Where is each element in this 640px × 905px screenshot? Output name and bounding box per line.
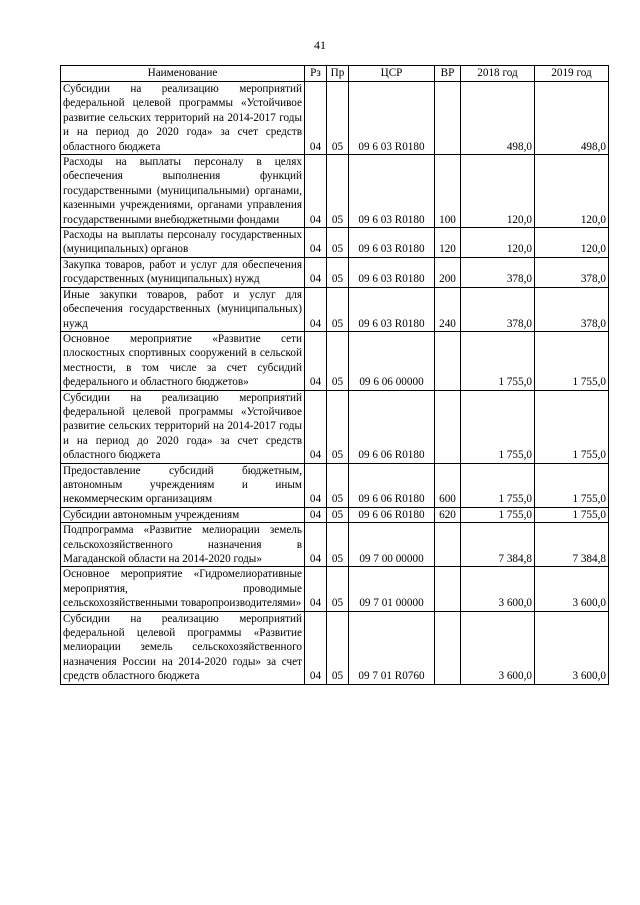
row-name: Расходы на выплаты персоналу в целях обеспечения выполнения функций государственными (муниципальными) органами, казенными учреждениями, органами управления государственными внебюджетными фондами	[61, 155, 305, 228]
row-2019: 1 755,0	[535, 507, 609, 522]
row-2018: 1 755,0	[461, 507, 535, 522]
row-rz: 04	[305, 463, 327, 507]
row-2018: 3 600,0	[461, 567, 535, 611]
row-2019: 1 755,0	[535, 463, 609, 507]
row-rz: 04	[305, 82, 327, 155]
row-csr: 09 6 03 R0180	[349, 257, 435, 287]
row-csr: 09 6 06 R0180	[349, 463, 435, 507]
row-2018: 7 384,8	[461, 523, 535, 567]
row-2018: 378,0	[461, 287, 535, 331]
row-csr: 09 6 03 R0180	[349, 287, 435, 331]
table-body	[61, 82, 609, 685]
budget-table	[60, 65, 609, 685]
row-name: Основное мероприятие «Развитие сети плоскостных спортивных сооружений в сельской местности, в том числе за счет субсидий федерального и областного бюджетов»	[61, 331, 305, 390]
header-2019: 2019 год	[535, 66, 609, 82]
row-name: Предоставление субсидий бюджетным, автономным учреждениям и иным некоммерческим организациям	[61, 463, 305, 507]
row-name: Субсидии на реализацию мероприятий федеральной целевой программы «Устойчивое развитие сельских территорий на 2014-2017 годы и на период до 2020 года» за счет средств областного бюджета	[61, 390, 305, 463]
header-rz: Рз	[305, 66, 327, 82]
row-vr	[435, 82, 461, 155]
row-csr: 09 6 06 R0180	[349, 507, 435, 522]
table-row	[61, 390, 609, 463]
row-pr: 05	[327, 523, 349, 567]
header-vr: ВР	[435, 66, 461, 82]
table-header-row	[61, 66, 609, 82]
row-vr: 600	[435, 463, 461, 507]
row-rz: 04	[305, 228, 327, 258]
row-2019: 120,0	[535, 155, 609, 228]
row-2019: 3 600,0	[535, 567, 609, 611]
row-2019: 120,0	[535, 228, 609, 258]
row-vr	[435, 331, 461, 390]
row-2019: 378,0	[535, 287, 609, 331]
row-vr	[435, 523, 461, 567]
page-number: 41	[314, 38, 326, 52]
row-csr: 09 7 01 00000	[349, 567, 435, 611]
row-pr: 05	[327, 82, 349, 155]
row-name: Основное мероприятие «Гидромелиоративные мероприятия, проводимые сельскохозяйственными товаропроизводителями»	[61, 567, 305, 611]
table-row	[61, 257, 609, 287]
row-name: Субсидии автономным учреждениям	[61, 507, 305, 522]
table-row	[61, 463, 609, 507]
row-rz: 04	[305, 611, 327, 684]
row-vr: 620	[435, 507, 461, 522]
row-2018: 120,0	[461, 155, 535, 228]
header-2018: 2018 год	[461, 66, 535, 82]
row-rz: 04	[305, 507, 327, 522]
row-csr: 09 6 06 R0180	[349, 390, 435, 463]
table-row	[61, 287, 609, 331]
row-rz: 04	[305, 257, 327, 287]
table-row	[61, 228, 609, 258]
row-2018: 1 755,0	[461, 390, 535, 463]
header-csr: ЦСР	[349, 66, 435, 82]
row-vr: 240	[435, 287, 461, 331]
row-pr: 05	[327, 567, 349, 611]
row-2018: 1 755,0	[461, 331, 535, 390]
row-2019: 498,0	[535, 82, 609, 155]
row-name: Расходы на выплаты персоналу государственных (муниципальных) органов	[61, 228, 305, 258]
row-name: Субсидии на реализацию мероприятий федеральной целевой программы «Устойчивое развитие сельских территорий на 2014-2017 годы и на период до 2020 года» за счет средств областного бюджета	[61, 82, 305, 155]
row-name: Закупка товаров, работ и услуг для обеспечения государственных (муниципальных) нужд	[61, 257, 305, 287]
row-2019: 3 600,0	[535, 611, 609, 684]
row-pr: 05	[327, 507, 349, 522]
row-2019: 378,0	[535, 257, 609, 287]
row-rz: 04	[305, 523, 327, 567]
row-csr: 09 6 03 R0180	[349, 82, 435, 155]
row-vr: 120	[435, 228, 461, 258]
row-2019: 1 755,0	[535, 331, 609, 390]
row-pr: 05	[327, 257, 349, 287]
table-row	[61, 611, 609, 684]
table-row	[61, 567, 609, 611]
row-2018: 3 600,0	[461, 611, 535, 684]
row-2018: 1 755,0	[461, 463, 535, 507]
table-row	[61, 507, 609, 522]
row-pr: 05	[327, 390, 349, 463]
row-csr: 09 6 03 R0180	[349, 228, 435, 258]
row-vr: 100	[435, 155, 461, 228]
table-row	[61, 82, 609, 155]
row-rz: 04	[305, 331, 327, 390]
table-row	[61, 155, 609, 228]
row-2019: 7 384,8	[535, 523, 609, 567]
row-pr: 05	[327, 331, 349, 390]
row-csr: 09 6 03 R0180	[349, 155, 435, 228]
row-vr: 200	[435, 257, 461, 287]
row-pr: 05	[327, 611, 349, 684]
row-rz: 04	[305, 155, 327, 228]
row-csr: 09 7 00 00000	[349, 523, 435, 567]
row-2018: 120,0	[461, 228, 535, 258]
row-pr: 05	[327, 155, 349, 228]
row-name: Подпрограмма «Развитие мелиорации земель сельскохозяйственного назначения в Магаданской области на 2014-2020 годы»	[61, 523, 305, 567]
row-csr: 09 6 06 00000	[349, 331, 435, 390]
row-pr: 05	[327, 287, 349, 331]
row-2019: 1 755,0	[535, 390, 609, 463]
header-name: Наименование	[61, 66, 305, 82]
row-vr	[435, 390, 461, 463]
row-csr: 09 7 01 R0760	[349, 611, 435, 684]
row-vr	[435, 567, 461, 611]
row-2018: 498,0	[461, 82, 535, 155]
table-row	[61, 523, 609, 567]
row-pr: 05	[327, 463, 349, 507]
row-name: Субсидии на реализацию мероприятий федеральной целевой программы «Развитие мелиорации земель сельскохозяйственного назначения России на 2014-2020 годы» за счет средств областного бюджета	[61, 611, 305, 684]
row-2018: 378,0	[461, 257, 535, 287]
table-row	[61, 331, 609, 390]
row-rz: 04	[305, 287, 327, 331]
row-pr: 05	[327, 228, 349, 258]
row-vr	[435, 611, 461, 684]
row-name: Иные закупки товаров, работ и услуг для обеспечения государственных (муниципальных) нужд	[61, 287, 305, 331]
row-rz: 04	[305, 390, 327, 463]
row-rz: 04	[305, 567, 327, 611]
header-pr: Пр	[327, 66, 349, 82]
